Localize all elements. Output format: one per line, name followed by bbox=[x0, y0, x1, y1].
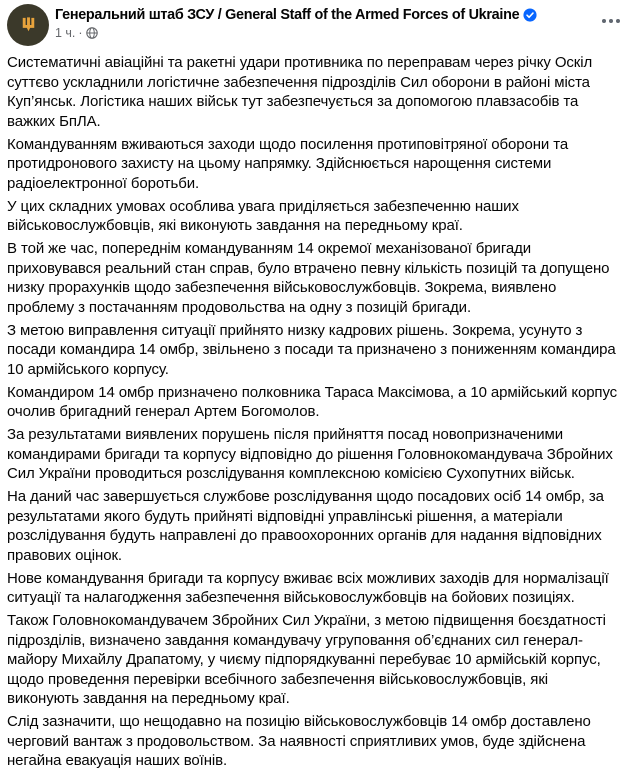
post-text bbox=[0, 46, 633, 768]
verified-badge-icon bbox=[523, 8, 537, 22]
more-options-button[interactable] bbox=[597, 10, 625, 32]
post-paragraph: Слід зазначити, що нещодавно на позицію військовослужбовців 14 омбр доставлено черговий вантаж з продовольством. За наявності сприятливих умов, буде здійснена негайна евакуація наших воїнів. bbox=[7, 713, 591, 768]
author-row bbox=[55, 7, 537, 23]
post-paragraph: На даний час завершується службове розслідування щодо посадових осіб 14 омбр, за результатами якого будуть прийняті відповідні управлінські рішення, а матеріали розслідування будуть направлені до правоохоронних органів для надання відповідних правових оцінок. bbox=[7, 488, 604, 564]
post-paragraph: Командуванням вживаються заходи щодо посилення протиповітряної оборони та протидронового захисту на цьому напрямку. Здійснюється нарощення системи радіоелектронної боротьби. bbox=[7, 135, 569, 192]
timestamp-link[interactable]: 1 ч. bbox=[55, 26, 76, 40]
post-paragraph: В той же час, попереднім командуванням 14 окремої механізованої бригади приховувався реальний стан справ, було втрачено певну кількість позицій та допущено низку прорахунків щодо забезпечення військовослужбовців. Зокрема, виявлено проблему з постачанням продовольства на одну з позицій бригади. bbox=[7, 240, 610, 316]
more-options-ellipsis-icon bbox=[601, 18, 621, 24]
page-name-link[interactable]: Генеральний штаб ЗСУ / General Staff of the Armed Forces of Ukraine bbox=[55, 7, 520, 23]
post-meta bbox=[55, 26, 537, 40]
post-paragraph: Нове командування бригади та корпусу вживає всіх можливих заходів для нормалізації ситуації та налагодження забезпечення військовослужбовців на бойових позиціях. bbox=[7, 569, 609, 606]
post-paragraph: З метою виправлення ситуації прийнято низку кадрових рішень. Зокрема, усунуто з посади командира 14 омбр, звільнено з посади та призначено з пониженням командира 10 армійського корпусу. bbox=[7, 321, 616, 378]
trident-emblem-icon bbox=[17, 14, 40, 37]
post-header bbox=[0, 0, 633, 46]
globe-public-icon bbox=[86, 27, 98, 39]
meta-separator: · bbox=[78, 26, 83, 40]
post-paragraph: Систематичні авіаційні та ракетні удари противника по переправам через річку Оскіл суттєво ускладнили логістичне забезпечення підрозділів Сил оборони в районі міста Куп’янськ. Логістика наших військ тут забезпечується за допомогою плавзасобів та важких БпЛА. bbox=[7, 54, 593, 130]
post-paragraph: За результатами виявлених порушень після прийняття посад новопризначеними командирами бригади та корпусу відповідно до рішення Головнокомандувача Збройних Сил України проводиться розслідування комплексною комісією Сухопутних військ. bbox=[7, 426, 613, 482]
post-paragraph: У цих складних умовах особлива увага приділяється забезпеченню наших військовослужбовців, які виконують завдання на передньому краї. bbox=[7, 197, 519, 234]
post-paragraph: Також Головнокомандувачем Збройних Сил України, з метою підвищення боєздатності підрозділів, визначено завдання командувачу угруповання об’єднаних сил генерал-майору Михайлу Драпатому, у чиєму підпорядкуванні перебуває 10 армійській корпус, щодо проведення перевірки всебічного забезпечення військовослужбовців, які виконують завдання на передньому краї. bbox=[7, 612, 606, 707]
post-paragraph: Командиром 14 омбр призначено полковника Тараса Максімова, а 10 армійський корпус очолив бригадний генерал Артем Богомолов. bbox=[7, 383, 618, 420]
page-avatar[interactable] bbox=[7, 4, 49, 46]
header-text bbox=[55, 4, 537, 40]
